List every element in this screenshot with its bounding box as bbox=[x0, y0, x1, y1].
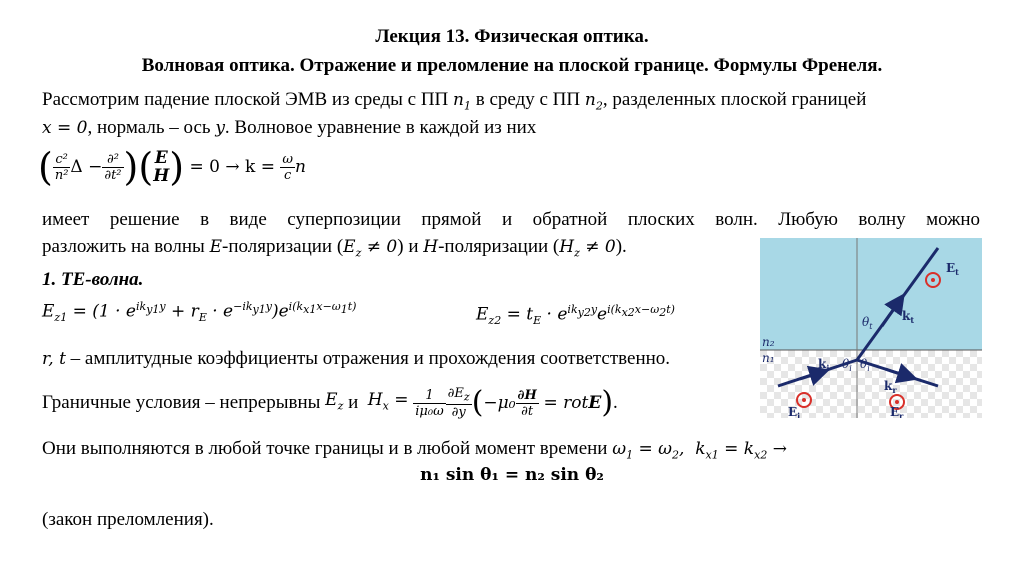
label-n2: n₂ bbox=[762, 335, 775, 349]
lecture-subtitle: Волновая оптика. Отражение и преломление на плоской границе. Формулы Френеля. bbox=[141, 55, 883, 76]
coefficients-line: r, t – амплитудные коэффициенты отражения и прохождения соответственно. bbox=[42, 348, 671, 369]
wave-equation: ( $\frac{\text{c²}}{\text{n²}}$ Δ − $\frac{\text{∂²}}{\text{∂t²}}$ )( E H ) = 0 → k = $\frac{\omega}{c}$ n bbox=[38, 145, 306, 189]
conditions-line: Они выполняются в любой точке границы и в любой момент времени $\omega_1 = \omega_2$, $k_{x1} = k_{x2}$ → bbox=[42, 438, 787, 462]
solution-line-1: имеет решение в виде суперпозиции прямой и обратной плоских волн. Любую волну можно bbox=[42, 209, 980, 230]
boundary-equation: x = 0 bbox=[42, 118, 88, 138]
diagram-svg bbox=[760, 238, 982, 418]
intro-text-d: , нормаль – ось bbox=[87, 117, 216, 138]
intro-text-c: , разделенных плоской границей bbox=[602, 89, 867, 110]
label-kr: $k_r$ bbox=[884, 379, 897, 395]
ez2-formula: $E_{z2} = t_E \cdot e^{ik_{y2}y}e^{i(k_{x2}x-\omega_2t)}$ bbox=[476, 303, 675, 328]
reflection-diagram bbox=[760, 238, 982, 418]
te-wave-heading: 1. ТЕ-волна. bbox=[42, 269, 144, 290]
intro-text-b: в среду с ПП bbox=[471, 89, 585, 110]
label-kt: $k_t$ bbox=[902, 309, 915, 325]
medium-2-region bbox=[760, 238, 982, 350]
label-ki: $k_i$ bbox=[818, 357, 830, 373]
solution-line-2: разложить на волны E-поляризации $(E_z \ne 0)$ и H-поляризации $(H_z \ne 0)$. bbox=[42, 236, 627, 260]
label-theta-r: $\theta_i$ bbox=[860, 357, 870, 373]
field-vector: E H bbox=[153, 148, 170, 186]
label-theta-t: $\theta_t$ bbox=[862, 315, 873, 331]
intro-text-a: Рассмотрим падение плоской ЭМВ из среды с ПП bbox=[42, 89, 454, 110]
n2-symbol: $n_2$ bbox=[584, 90, 603, 113]
ez1-formula: $E_{z1} = (1 \cdot e^{ik_{y1}y} + r_E \cdot e^{-ik_{y1}y})e^{i(k_{x1}x-\omega_1t)}$ bbox=[42, 300, 357, 325]
intro-line-1 bbox=[42, 88, 866, 118]
intro-line-2 bbox=[42, 116, 536, 140]
snell-note: (закон преломления). bbox=[42, 509, 214, 530]
y-symbol: y bbox=[215, 118, 225, 138]
label-n1: n₁ bbox=[762, 351, 775, 365]
lecture-title: Лекция 13. Физическая оптика. bbox=[375, 26, 649, 47]
label-theta-i: $\theta_i$ bbox=[842, 357, 852, 373]
intro-text-e: . Волновое уравнение в каждой из них bbox=[224, 117, 537, 138]
n1-symbol: $n_1$ bbox=[453, 90, 471, 113]
label-et: $E_t$ bbox=[946, 261, 959, 277]
boundary-conditions: Граничные условия – непрерывны $E_z$ и $H_x$ = $\frac{1}{\text{iμ₀ω}}$ $\frac{\partial E_z}{\partial y}$ ( −μ₀ $\frac{\partial H}{\partial t}$ = rot E ) . bbox=[42, 385, 618, 421]
snell-law: n₁ sin θ₁ = n₂ sin θ₂ bbox=[420, 465, 604, 485]
label-er: $E_r$ bbox=[890, 405, 904, 418]
label-ei: $E_i$ bbox=[788, 405, 801, 418]
